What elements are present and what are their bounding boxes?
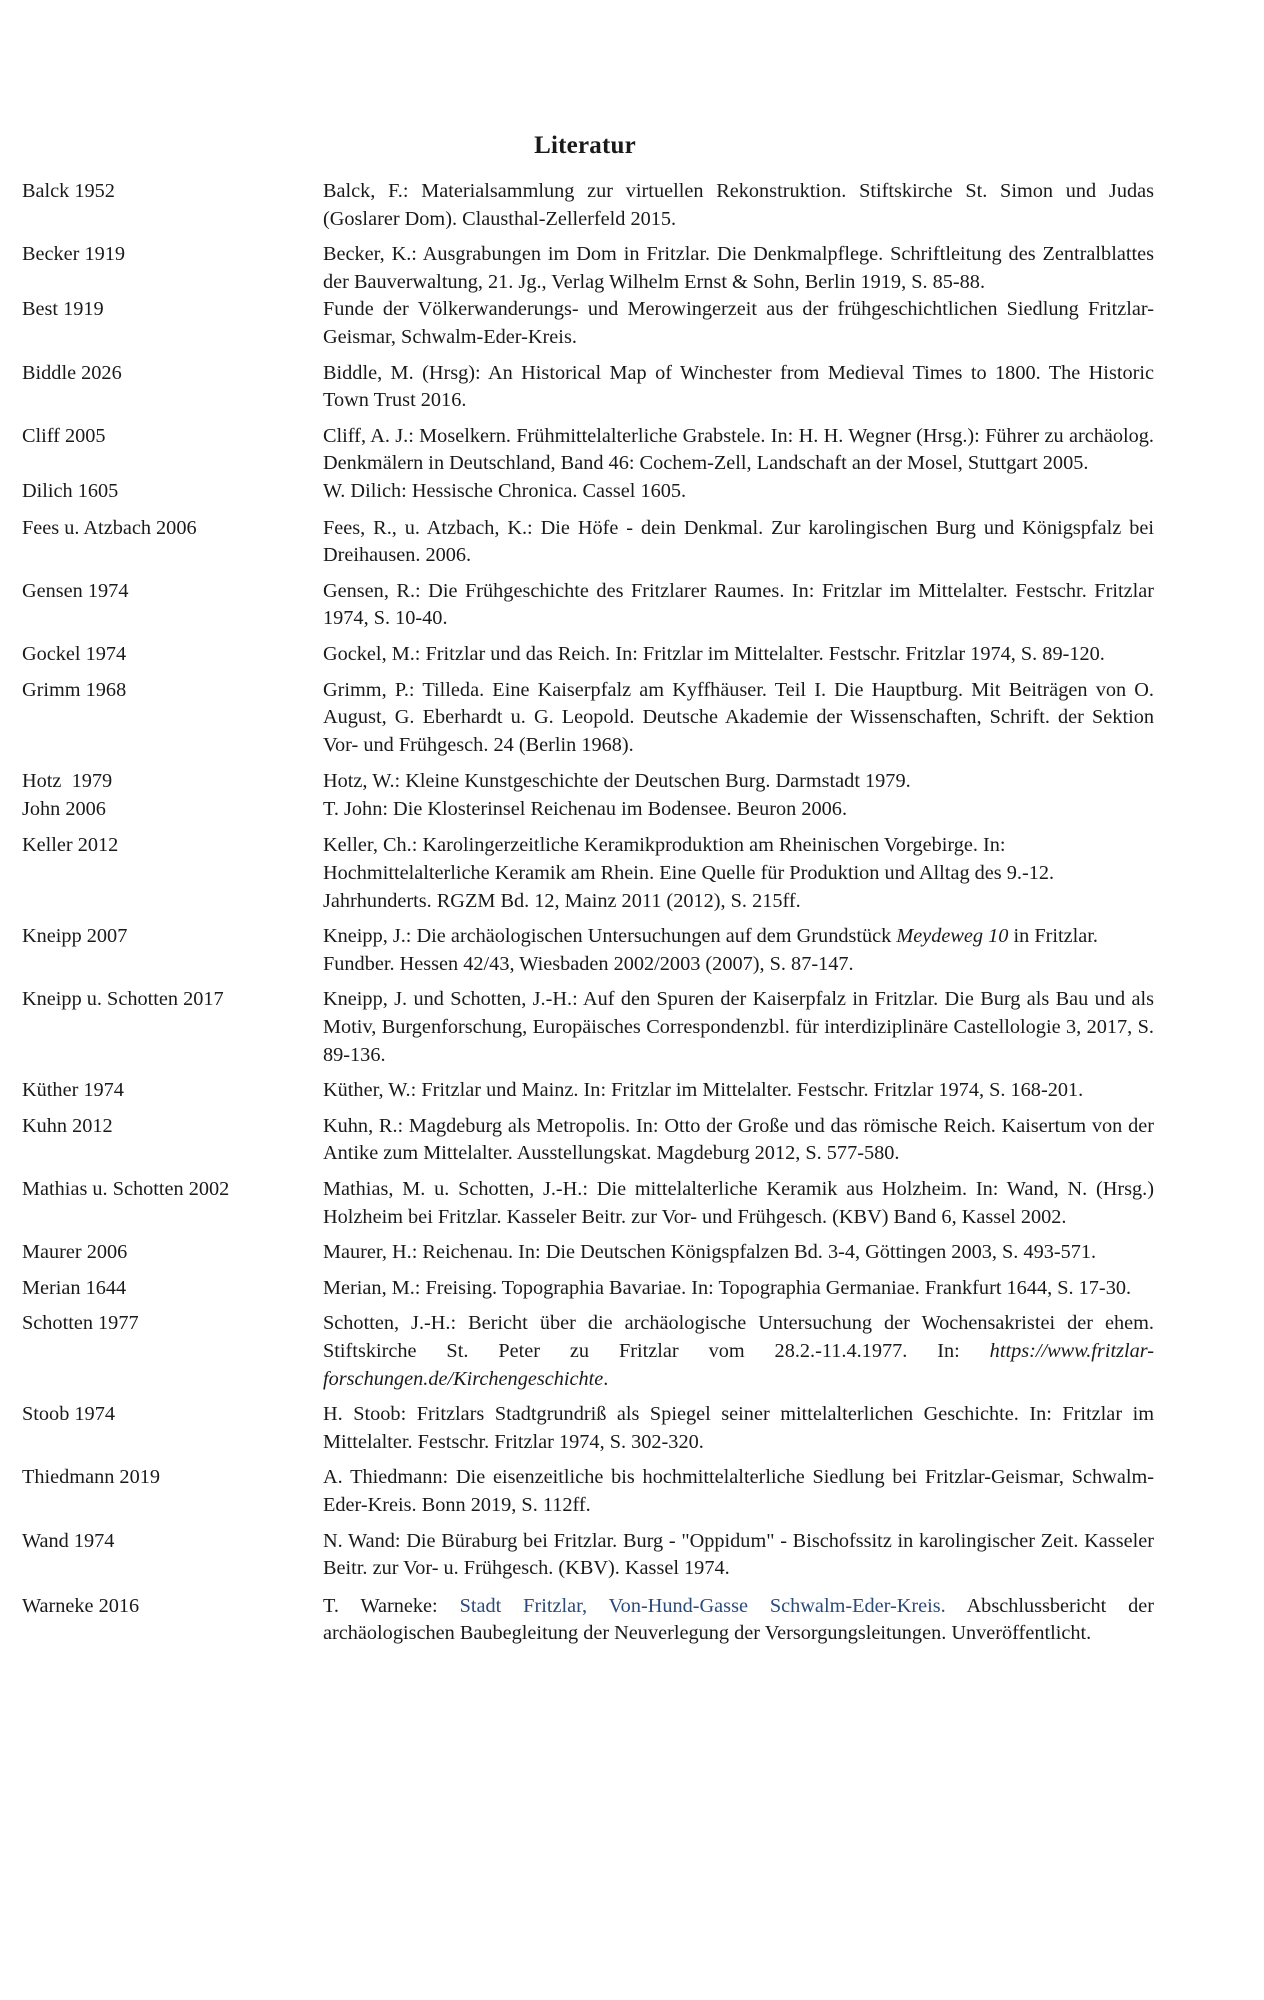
entry-key: Hotz 1979 bbox=[22, 770, 113, 793]
entry-key: Wand 1974 bbox=[22, 1529, 115, 1552]
entry-reference: Maurer, H.: Reichenau. In: Die Deutschen Königspfalzen Bd. 3-4, Göttingen 2003, S. 493-571. bbox=[323, 1241, 1097, 1264]
entry-reference: Küther, W.: Fritzlar und Mainz. In: Fritzlar im Mittelalter. Festschr. Fritzlar 1974, S. 168-201. bbox=[323, 1079, 1084, 1102]
bibliography-entry bbox=[22, 1113, 1154, 1168]
entry-key: Becker 1919 bbox=[22, 243, 126, 266]
bibliography-entry bbox=[22, 241, 1154, 296]
entry-reference: T. John: Die Klosterinsel Reichenau im Bodensee. Beuron 2006. bbox=[323, 797, 848, 820]
entry-reference: W. Dilich: Hessische Chronica. Cassel 1605. bbox=[323, 479, 687, 502]
entry-key: Mathias u. Schotten 2002 bbox=[22, 1178, 230, 1200]
entry-reference: H. Stoob: Fritzlars Stadtgrundriß als Spiegel seiner mittelalterlichen Geschichte. In: Fritzlar im Mittelalter. Festschr. Fritzlar 1974, S. 302-320. bbox=[323, 1403, 1154, 1453]
entry-key: Grimm 1968 bbox=[22, 678, 127, 701]
reference-highlight-text: Stadt Fritzlar, Von-Hund-Gasse Schwalm-Eder-Kreis. bbox=[459, 1594, 946, 1617]
reference-text: Abschlussbericht der archäologischen Baubegleitung der Neuverlegung der Versorgungsleitungen. Unveröffentlicht. bbox=[323, 1594, 1155, 1645]
reference-text: . bbox=[603, 1367, 609, 1390]
entry-key: Schotten 1977 bbox=[22, 1312, 139, 1335]
bibliography-entry bbox=[22, 768, 1154, 796]
entry-key: Keller 2012 bbox=[22, 834, 119, 857]
bibliography-entry bbox=[22, 1239, 1154, 1267]
entry-reference: Cliff, A. J.: Moselkern. Frühmittelalterliche Grabstele. In: H. H. Wegner (Hrsg.): Führer zu archäolog. Denkmälern in Deutschland, Band 46: Cochem-Zell, Landschaft an der Mosel, Stuttgart 2005. bbox=[323, 424, 1154, 475]
entry-key: Cliff 2005 bbox=[22, 424, 106, 447]
entry-key: Stoob 1974 bbox=[22, 1403, 115, 1426]
bibliography-entry bbox=[22, 423, 1154, 478]
entry-reference bbox=[323, 1593, 1154, 1648]
entry-key: Gensen 1974 bbox=[22, 579, 129, 602]
bibliography-entry bbox=[22, 578, 1154, 633]
entry-key: Dilich 1605 bbox=[22, 479, 119, 502]
bibliography-entry bbox=[22, 923, 1154, 978]
bibliography-entry bbox=[22, 1275, 1154, 1303]
entry-reference: Balck, F.: Materialsammlung zur virtuellen Rekonstruktion. Stiftskirche St. Simon und Judas (Goslarer Dom). Clausthal-Zellerfeld 2015. bbox=[323, 180, 1154, 230]
entry-key: Thiedmann 2019 bbox=[22, 1466, 160, 1489]
bibliography-entry bbox=[22, 515, 1154, 570]
bibliography-entry bbox=[22, 1176, 1154, 1231]
reference-italic-text: Meydeweg 10 bbox=[896, 925, 1009, 948]
reference-text: in Fritzlar. Fundber. Hessen 42/43, Wiesbaden 2002/2003 (2007), S. 87-147. bbox=[323, 925, 1098, 975]
bibliography-entry bbox=[22, 1464, 1154, 1519]
entry-key: Kneipp 2007 bbox=[22, 925, 128, 948]
bibliography-entry bbox=[22, 641, 1154, 669]
entry-key: Biddle 2026 bbox=[22, 361, 122, 384]
bibliography-entry bbox=[22, 296, 1154, 351]
entry-reference: Grimm, P.: Tilleda. Eine Kaiserpfalz am Kyffhäuser. Teil I. Die Hauptburg. Mit Beiträgen von O. August, G. Eberhardt u. G. Leopold. Deutsche Akademie der Wissenschaften, Schrift. der Sektion Vor- und Frühgesch. 24 (Berlin 1968). bbox=[323, 678, 1154, 756]
entry-key: Kuhn 2012 bbox=[22, 1114, 113, 1137]
entry-reference: Fees, R., u. Atzbach, K.: Die Höfe - dein Denkmal. Zur karolingischen Burg und Königspfalz bei Dreihausen. 2006. bbox=[323, 516, 1154, 567]
bibliography-entry bbox=[22, 677, 1154, 760]
bibliography-entry bbox=[22, 1593, 1154, 1648]
entry-key: Küther 1974 bbox=[22, 1079, 124, 1102]
entry-reference: Becker, K.: Ausgrabungen im Dom in Fritzlar. Die Denkmalpflege. Schriftleitung des Zentralblattes der Bauverwaltung, 21. Jg., Verlag Wilhelm Ernst & Sohn, Berlin 1919, S. 85-88. bbox=[323, 243, 1154, 293]
entry-reference: Biddle, M. (Hrsg): An Historical Map of Winchester from Medieval Times to 1800. The Historic Town Trust 2016. bbox=[323, 361, 1154, 412]
bibliography-entry bbox=[22, 796, 1154, 824]
reference-text: Schotten, J.-H.: Bericht über die archäologische Untersuchung der Wochensakristei der ehem. Stiftskirche St. Peter zu Fritzlar vom 28.2.-11.4.1977. In: bbox=[323, 1312, 1154, 1362]
entry-key: Fees u. Atzbach 2006 bbox=[22, 516, 197, 539]
entry-reference bbox=[323, 1310, 1154, 1393]
entry-reference: A. Thiedmann: Die eisenzeitliche bis hochmittelalterliche Siedlung bei Fritzlar-Geismar, Schwalm-Eder-Kreis. Bonn 2019, S. 112ff. bbox=[323, 1466, 1154, 1516]
page-title: Literatur bbox=[534, 132, 636, 159]
entry-reference: Kneipp, J. und Schotten, J.-H.: Auf den Spuren der Kaiserpfalz in Fritzlar. Die Burg als Bau und als Motiv, Burgenforschung, Europäisches Correspondenzbl. für interdiziplinäre Castellologie 3, 2017, S. 89-136. bbox=[323, 988, 1154, 1066]
entry-reference: Mathias, M. u. Schotten, J.-H.: Die mittelalterliche Keramik aus Holzheim. In: Wand, N. (Hrsg.) Holzheim bei Fritzlar. Kasseler Beitr. zur Vor- und Frühgesch. (KBV) Band 6, Kassel 2002. bbox=[323, 1178, 1154, 1228]
reference-text: Kneipp, J.: Die archäologischen Untersuchungen auf dem Grundstück bbox=[323, 925, 897, 948]
entry-key: Warneke 2016 bbox=[22, 1594, 140, 1617]
entry-reference: Merian, M.: Freising. Topographia Bavariae. In: Topographia Germaniae. Frankfurt 1644, S. 17-30. bbox=[323, 1276, 1132, 1299]
bibliography-entry bbox=[22, 478, 1154, 506]
entry-reference: Hotz, W.: Kleine Kunstgeschichte der Deutschen Burg. Darmstadt 1979. bbox=[323, 770, 911, 793]
entry-key: Gockel 1974 bbox=[22, 642, 127, 665]
entry-key: John 2006 bbox=[22, 797, 106, 820]
entry-reference: Keller, Ch.: Karolingerzeitliche Keramikproduktion am Rheinischen Vorgebirge. In: Hochmittelalterliche Keramik am Rhein. Eine Quelle für Produktion und Alltag des 9.-12. Jahrhunderts. RGZM Bd. 12, Mainz 2011 (2012), S. 215ff. bbox=[323, 834, 1055, 912]
entry-key: Kneipp u. Schotten 2017 bbox=[22, 988, 224, 1011]
entry-reference bbox=[323, 923, 1154, 978]
entry-key: Best 1919 bbox=[22, 298, 104, 321]
bibliography-entry bbox=[22, 1528, 1154, 1583]
entry-reference: Kuhn, R.: Magdeburg als Metropolis. In: Otto der Große und das römische Reich. Kaisertum von der Antike zum Mittelalter. Ausstellungskat. Magdeburg 2012, S. 577-580. bbox=[323, 1114, 1154, 1165]
entry-reference: Funde der Völkerwanderungs- und Merowingerzeit aus der frühgeschichtlichen Siedlung Fritzlar-Geismar, Schwalm-Eder-Kreis. bbox=[323, 298, 1154, 348]
bibliography-entry bbox=[22, 1401, 1154, 1456]
bibliography-entry bbox=[22, 178, 1154, 233]
reference-url-text: https://www.fritzlar-forschungen.de/Kirchengeschichte bbox=[323, 1339, 1154, 1390]
bibliography-entry bbox=[22, 986, 1154, 1069]
bibliography-entry bbox=[22, 1077, 1154, 1105]
entry-reference: N. Wand: Die Büraburg bei Fritzlar. Burg - "Oppidum" - Bischofssitz in karolingischer Zeit. Kasseler Beitr. zur Vor- u. Frühgesch. (KBV). Kassel 1974. bbox=[323, 1529, 1154, 1580]
bibliography-entry bbox=[22, 360, 1154, 415]
bibliography-list bbox=[22, 178, 1154, 1648]
bibliography-entry bbox=[22, 1310, 1154, 1393]
bibliography-entry bbox=[22, 832, 1154, 915]
reference-text: T. Warneke: bbox=[323, 1594, 460, 1617]
entry-reference: Gockel, M.: Fritzlar und das Reich. In: Fritzlar im Mittelalter. Festschr. Fritzlar 1974, S. 89-120. bbox=[323, 642, 1105, 665]
entry-key: Merian 1644 bbox=[22, 1276, 127, 1299]
entry-key: Maurer 2006 bbox=[22, 1241, 128, 1264]
entry-key: Balck 1952 bbox=[22, 180, 115, 202]
entry-reference: Gensen, R.: Die Frühgeschichte des Fritzlarer Raumes. In: Fritzlar im Mittelalter. Festschr. Fritzlar 1974, S. 10-40. bbox=[323, 579, 1154, 630]
